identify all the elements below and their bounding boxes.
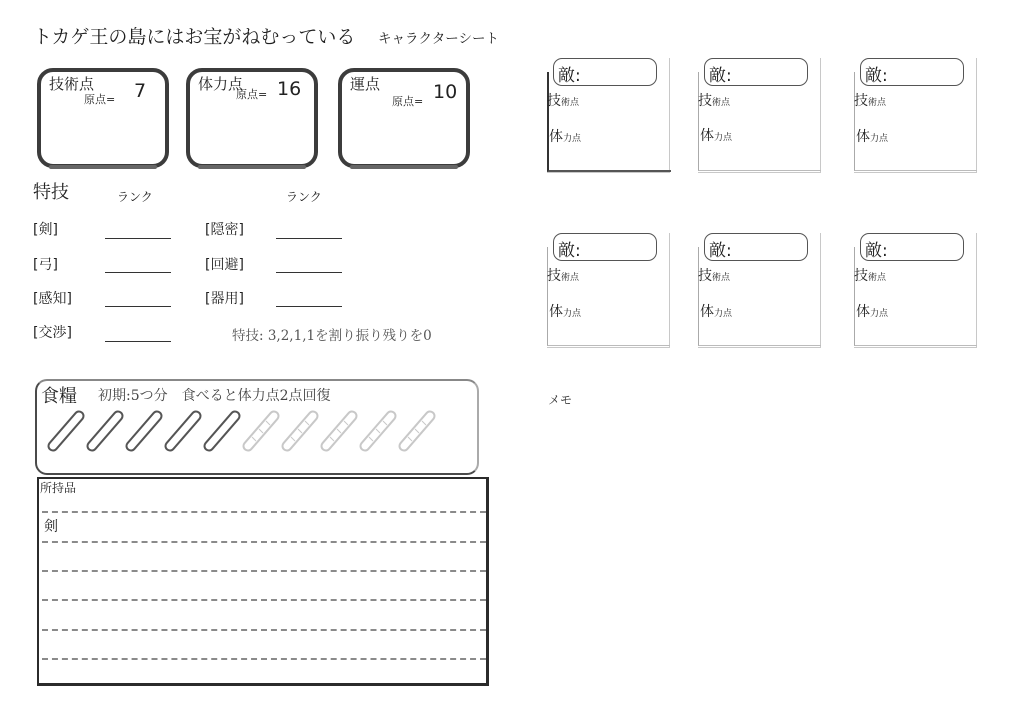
enemy-card-frame [547, 247, 670, 346]
enemy-name-label: 敵: [865, 241, 888, 261]
enemy-name-tab[interactable] [553, 58, 657, 86]
enemy-skill-label [547, 90, 579, 110]
inventory-line[interactable] [42, 599, 486, 601]
enemy-skill-label [854, 265, 886, 285]
enemy-stamina-label [549, 126, 581, 146]
enemy-name-label: 敵: [558, 241, 581, 261]
luck-points-box [338, 68, 470, 168]
enemy-stamina-label-small: 力点 [870, 309, 889, 319]
enemy-stamina-label-main: 体 [700, 304, 714, 320]
enemy-card[interactable] [547, 58, 670, 173]
skill-evasion: [回避] [205, 257, 244, 273]
skill-bow: [弓] [33, 257, 58, 273]
enemy-name-label: 敵: [558, 66, 581, 86]
skill-stealth-rank-field[interactable] [276, 238, 342, 239]
enemy-name-tab[interactable] [704, 233, 808, 261]
enemy-skill-label-small: 術点 [561, 98, 580, 108]
skills-heading: 特技 [33, 182, 69, 203]
food-ration-icon[interactable] [53, 416, 79, 446]
enemy-stamina-label-main: 体 [700, 128, 714, 144]
enemy-card-frame [854, 72, 977, 171]
enemy-stamina-label-main: 体 [549, 304, 563, 320]
enemy-card-frame [547, 72, 671, 172]
enemy-card-frame [698, 247, 821, 346]
enemy-card[interactable] [854, 233, 977, 348]
food-ration-icon[interactable] [209, 416, 235, 446]
food-ration-icon[interactable] [326, 416, 352, 446]
enemy-skill-label-main: 技 [854, 93, 868, 109]
enemy-stamina-label-main: 体 [856, 304, 870, 320]
stat-value[interactable]: 7 [134, 80, 147, 102]
enemy-stamina-label [700, 125, 732, 145]
enemy-skill-label-main: 技 [698, 268, 712, 284]
rank-label-left: ランク [117, 190, 153, 204]
enemy-stamina-label-small: 力点 [714, 309, 733, 319]
skill-points-box [37, 68, 169, 168]
enemy-skill-label-main: 技 [547, 268, 561, 284]
enemy-stamina-label-small: 力点 [563, 309, 582, 319]
enemy-card[interactable] [698, 58, 821, 173]
memo-label: メモ [548, 393, 573, 407]
enemy-skill-label-small: 術点 [868, 273, 887, 283]
stamina-points-box [186, 68, 318, 168]
enemy-skill-label-small: 術点 [712, 273, 731, 283]
enemy-name-tab[interactable] [553, 233, 657, 261]
enemy-stamina-label-main: 体 [549, 129, 563, 145]
food-ration-icon[interactable] [170, 416, 196, 446]
enemy-skill-label [854, 90, 886, 110]
enemy-stamina-label [549, 301, 581, 321]
enemy-stamina-label-small: 力点 [563, 134, 582, 144]
rank-label-right: ランク [286, 190, 322, 204]
sheet-title: トカゲ王の島にはお宝がねむっている [33, 26, 356, 48]
inventory-item[interactable]: 剣 [44, 519, 58, 535]
sheet-subtitle: キャラクターシート [378, 31, 499, 47]
skill-perception: [感知] [33, 291, 72, 307]
food-title: 食糧 [41, 386, 77, 407]
stat-name: 運点 [350, 75, 381, 93]
inventory-line[interactable] [42, 511, 486, 513]
stat-value[interactable]: 16 [277, 78, 302, 100]
food-ration-icon[interactable] [287, 416, 313, 446]
stat-base-label: 原点= [392, 95, 424, 108]
inventory-line[interactable] [42, 570, 486, 572]
skill-negotiation: [交渉] [33, 325, 72, 341]
skill-bow-rank-field[interactable] [105, 272, 171, 273]
skill-evasion-rank-field[interactable] [276, 272, 342, 273]
enemy-skill-label-small: 術点 [561, 273, 580, 283]
food-ration-icon[interactable] [365, 416, 391, 446]
enemy-stamina-label [700, 301, 732, 321]
enemy-name-label: 敵: [865, 66, 888, 86]
stat-name: 体力点 [198, 75, 244, 93]
enemy-stamina-label-small: 力点 [870, 134, 889, 144]
stat-base-label: 原点= [84, 93, 116, 106]
enemy-skill-label-main: 技 [698, 93, 712, 109]
food-description: 初期:5つ分 食べると体力点2点回復 [98, 388, 331, 404]
enemy-card-frame [854, 247, 977, 346]
enemy-name-tab[interactable] [704, 58, 808, 86]
enemy-stamina-label [856, 301, 888, 321]
skill-negotiation-rank-field[interactable] [105, 341, 171, 342]
skill-perception-rank-field[interactable] [105, 306, 171, 307]
stat-name: 技術点 [49, 75, 95, 93]
inventory-line[interactable] [42, 629, 486, 631]
enemy-skill-label-main: 技 [854, 268, 868, 284]
enemy-name-label: 敵: [709, 66, 732, 86]
skills-note: 特技: 3,2,1,1を割り振り残りを0 [232, 328, 432, 344]
skill-dexterity-rank-field[interactable] [276, 306, 342, 307]
food-ration-icon[interactable] [92, 416, 118, 446]
skill-stealth: [隠密] [205, 222, 244, 238]
enemy-stamina-label [856, 126, 888, 146]
enemy-card[interactable] [547, 233, 670, 348]
enemy-stamina-label-main: 体 [856, 129, 870, 145]
enemy-card[interactable] [698, 233, 821, 348]
enemy-card[interactable] [854, 58, 977, 173]
enemy-skill-label-main: 技 [547, 93, 561, 109]
skill-sword-rank-field[interactable] [105, 238, 171, 239]
inventory-title: 所持品 [40, 481, 77, 495]
enemy-name-tab[interactable] [860, 58, 964, 86]
enemy-stamina-label-small: 力点 [714, 133, 733, 143]
enemy-card-frame [698, 72, 821, 171]
enemy-skill-label-small: 術点 [712, 98, 731, 108]
food-ration-row [45, 410, 465, 452]
enemy-name-tab[interactable] [860, 233, 964, 261]
enemy-skill-label [698, 265, 730, 285]
inventory-box [37, 477, 489, 686]
stat-base-label: 原点= [236, 88, 268, 101]
food-ration-icon[interactable] [131, 416, 157, 446]
inventory-line[interactable] [42, 541, 486, 543]
enemy-skill-label-small: 術点 [868, 98, 887, 108]
food-ration-icon[interactable] [248, 416, 274, 446]
skill-sword: [剣] [33, 222, 58, 238]
skill-dexterity: [器用] [205, 291, 244, 307]
food-ration-icon[interactable] [404, 416, 430, 446]
enemy-skill-label [547, 265, 579, 285]
enemy-skill-label [698, 90, 730, 110]
inventory-line[interactable] [42, 658, 486, 660]
enemy-name-label: 敵: [709, 241, 732, 261]
stat-value[interactable]: 10 [433, 81, 458, 103]
